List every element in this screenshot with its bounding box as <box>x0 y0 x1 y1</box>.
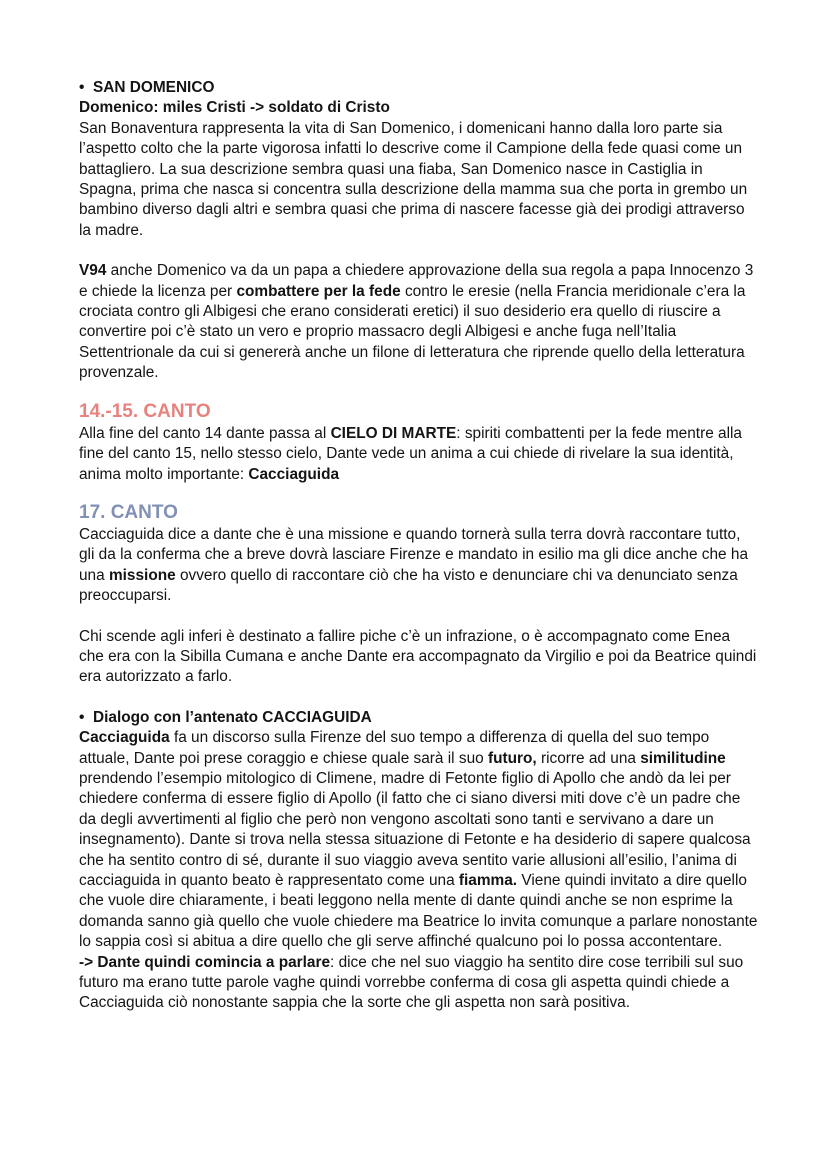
paragraph-canto-17-1: Cacciaguida dice a dante che è una missione e quando tornerà sulla terra dovrà raccontare tutto, gli da la conferma che a breve dovrà lasciare Firenze e mandato in esilio ma gli dice anche che ha una missione ovvero quello di raccontare ciò che ha visto e denunciare chi va denunciato senza preoccuparsi. <box>79 525 749 605</box>
paragraph-canto-14-15: Alla fine del canto 14 dante passa al CIELO DI MARTE: spiriti combattenti per la fede mentre alla fine del canto 15, nello stesso cielo, Dante vede un anima a cui chiede di rivelare la sua identità, anima molto importante: Cacciaguida <box>79 424 742 483</box>
paragraph-canto-17-2: Chi scende agli inferi è destinato a fallire piche c’è un infrazione, o è accompagnato come Enea che era con la Sibilla Cumana e anche Dante era accompagnato da Virgilio e poi da Beatrice quindi era autorizzato a farlo. <box>79 627 757 686</box>
paragraph-san-domenico-1: San Bonaventura rappresenta la vita di San Domenico, i domenicani hanno dalla loro parte sia l’aspetto colto che la parte vigorosa infatti lo descrive come il Campione della fede quasi come un battagliero. La sua descrizione sembra quasi una fiaba, San Domenico nasce in Castiglia in Spagna, prima che nasca si concentra sulla descrizione della mamma sua che porta in grembo un bambino diverso dagli altri e sembra quasi che prima di nascere facesse già dei prodigi attraverso la madre. <box>79 119 748 239</box>
subtitle-miles-cristi: Domenico: miles Cristi -> soldato di Cristo <box>79 99 390 117</box>
document-body <box>79 78 759 1014</box>
paragraph-dialogo-2: -> Dante quindi comincia a parlare: dice che nel suo viaggio ha sentito dire cose terribili sul suo futuro ma erano tutte parole vaghe quindi vorrebbe conferma di cosa gli aspetta quindi chiede a Cacciaguida ciò nonostante sappia che la sorte che gli aspetta non sarà positiva. <box>79 953 744 1012</box>
paragraph-dialogo-1: Cacciaguida fa un discorso sulla Firenze del suo tempo a differenza di quella del suo tempo attuale, Dante poi prese coraggio e chiese quale sarà il suo futuro, ricorre ad una similitudine prendendo l’esempio mitologico di Climene, madre di Fetonte figlio di Apollo che andò da lei per chiedere conferma di essere figlio di Apollo (il fatto che ci siano diversi miti dove c’è un padre che da degli avvertimenti al figlio che però non vengono ascoltati sono tanti e servivano a dare un insegnamento). Dante si trova nella stessa situazione di Fetonte e ha desiderio di sapere qualcosa che ha sentito contro di sé, durante il suo viaggio aveva sentito varie allusioni all’esilio, l’anima di cacciaguida in quanto beato è rappresentato come una fiamma. Viene quindi invitato a dire quello che vuole dire chiaramente, i beati leggono nella mente di dante quindi anche se non esprime la domanda sanno già quello che vuole chiedere ma Beatrice lo invita comunque a parlare nonostante lo sappia così si abitua a dire quello che gli serve affinché qualcuno poi lo possa accontentare. <box>79 729 758 951</box>
heading-canto-14-15: 14.-15. CANTO <box>79 400 211 422</box>
heading-canto-17: 17. CANTO <box>79 501 178 523</box>
section-title-dialogo: • Dialogo con l’antenato CACCIAGUIDA <box>79 708 759 728</box>
bullet-icon: • <box>79 708 85 726</box>
section-title-san-domenico: • SAN DOMENICO <box>79 78 759 98</box>
paragraph-san-domenico-2: V94 anche Domenico va da un papa a chiedere approvazione della sua regola a papa Innocenzo 3 e chiede la licenza per combattere per la fede contro le eresie (nella Francia meridionale c’era la crociata contro gli Albigesi che erano considerati eretici) il suo desiderio era quello di riuscire a convertire poi c’è stato un vero e proprio massacro degli Albigesi e anche fuga nell’Italia Settentrionale da cui si genererà anche un filone di letteratura che riprende quello della letteratura provenzale. <box>79 262 754 382</box>
bullet-icon: • <box>79 79 85 96</box>
